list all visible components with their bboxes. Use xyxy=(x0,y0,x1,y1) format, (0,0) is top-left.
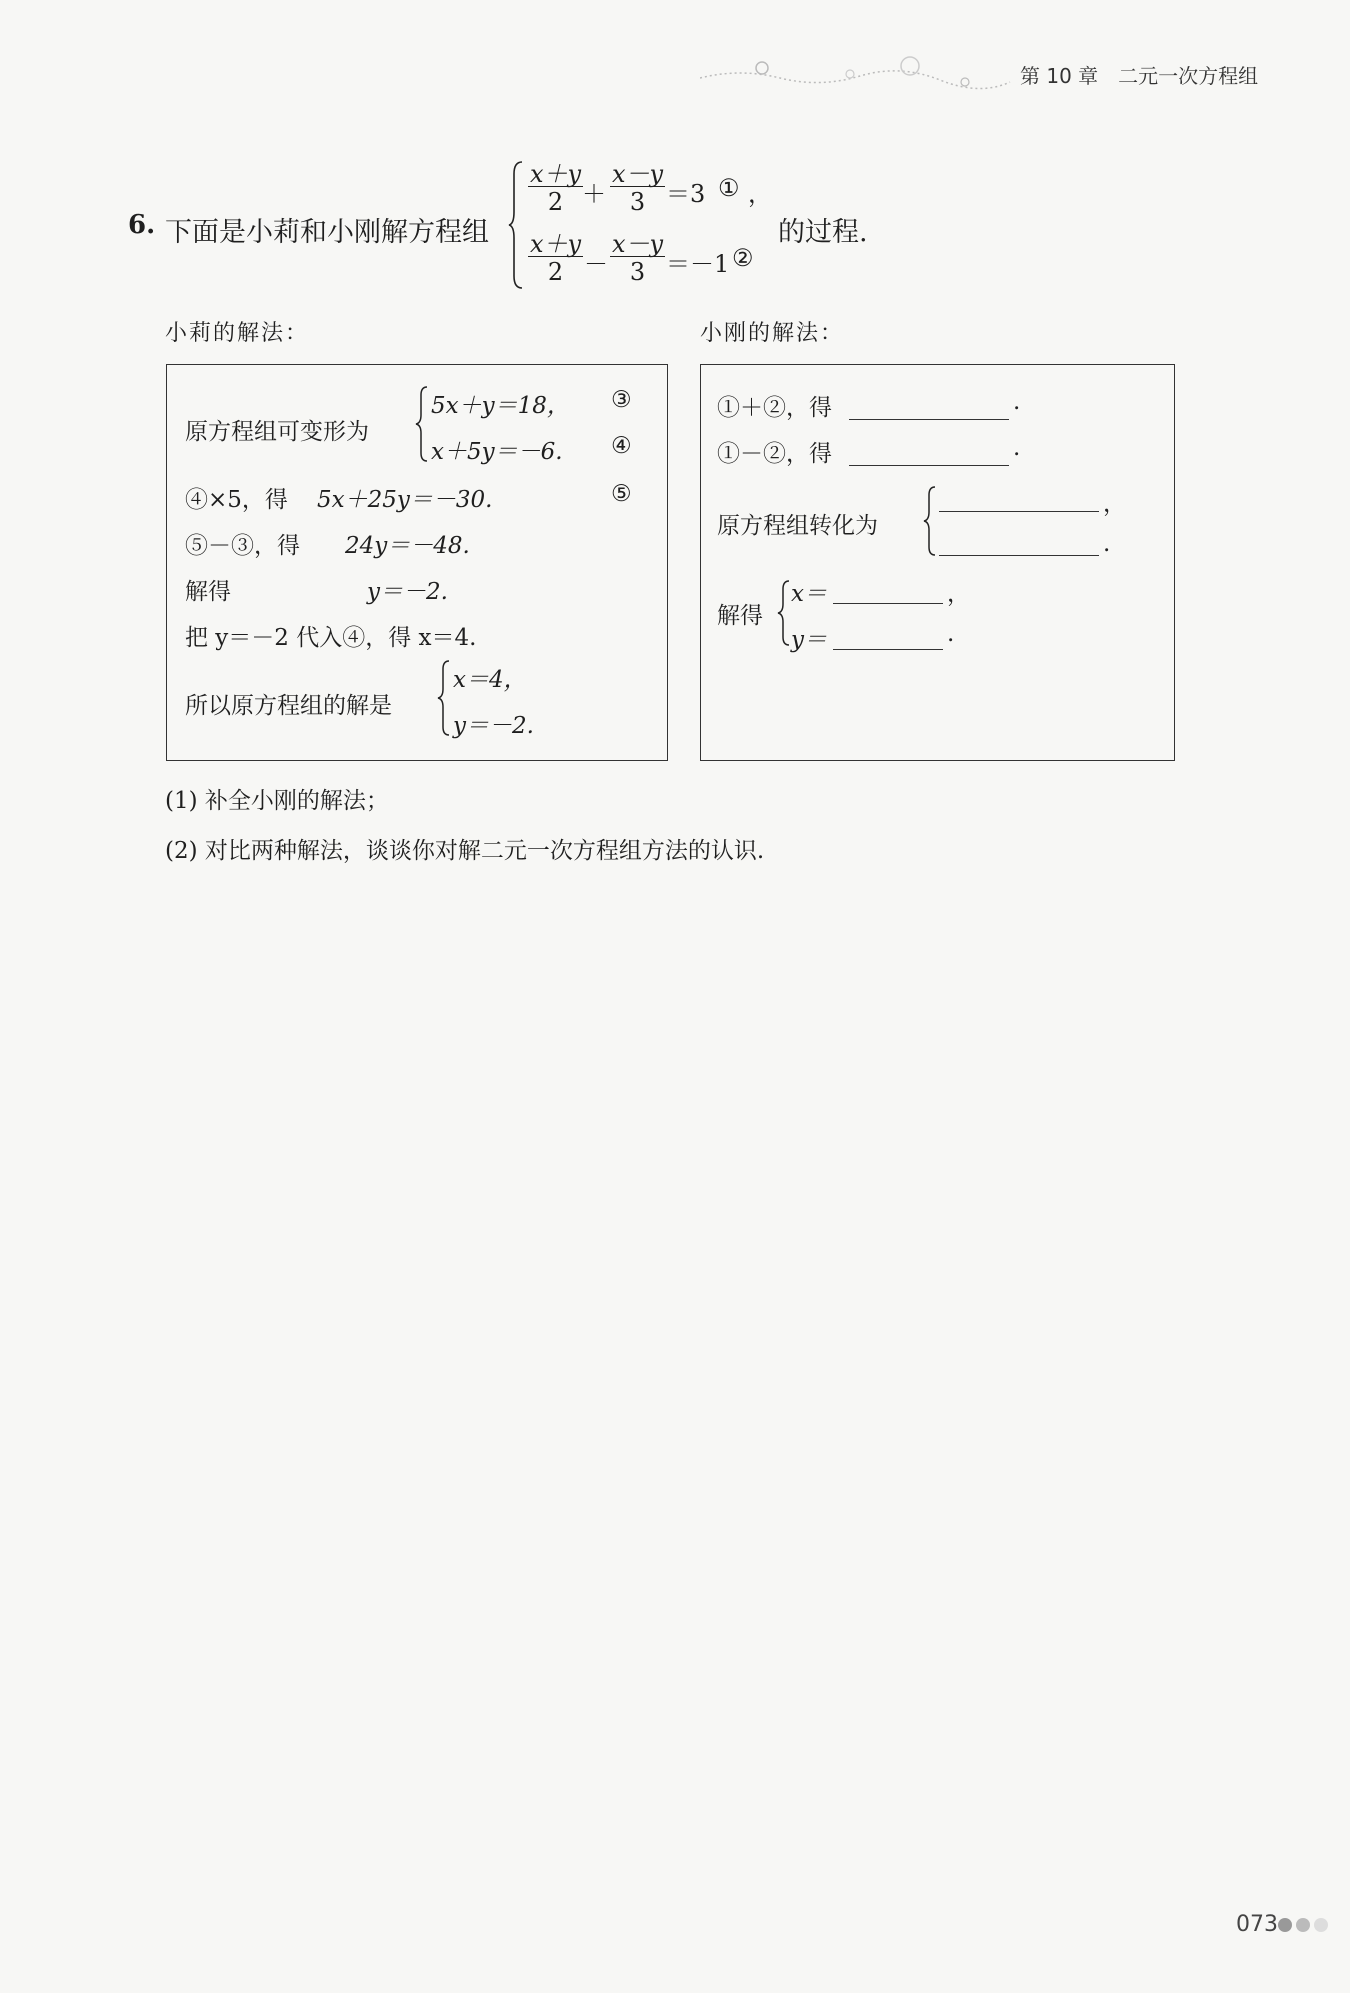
page-number: 073 xyxy=(1236,1912,1278,1937)
xiaoli-sys-mark1: ③ xyxy=(611,387,632,413)
xiaoli-sys-eq1: 5x＋y＝18， xyxy=(431,393,570,419)
question-tail: 的过程. xyxy=(778,217,868,248)
left-brace xyxy=(508,160,526,290)
header-decoration xyxy=(700,56,1020,92)
xiaoli-step4: 把 y＝－2 代入④，得 x＝4. xyxy=(185,625,477,651)
page-dot-3 xyxy=(1314,1918,1328,1932)
xiaoli-step1-mark: ⑤ xyxy=(611,481,632,507)
eq1-operator: ＋ xyxy=(582,180,606,208)
xiaoli-transform-prefix: 原方程组可变形为 xyxy=(185,419,369,445)
xiaogang-transform-period: . xyxy=(1103,531,1111,557)
xiaoli-step2-eq: 24y＝－48. xyxy=(345,533,470,559)
xiaoli-sys-mark2: ④ xyxy=(611,433,632,459)
xiaogang-y-period: . xyxy=(947,621,955,647)
xiaogang-solution-box xyxy=(700,364,1175,761)
eq2-numerator-2: x－y xyxy=(612,230,664,258)
eq1-denominator-1: 2 xyxy=(547,188,564,216)
eq2-fraction-2 xyxy=(610,232,665,284)
eq1-mark: ① xyxy=(718,174,740,202)
xiaoli-step1-prefix: ④×5，得 xyxy=(185,487,288,513)
chapter-header xyxy=(1020,60,1278,89)
subquestion-2: (2) 对比两种解法，谈谈你对解二元一次方程组方法的认识. xyxy=(165,838,765,864)
xiaogang-x-label: x＝ xyxy=(791,581,827,607)
xiaogang-step2-period: . xyxy=(1013,435,1021,461)
xiaogang-y-blank[interactable] xyxy=(833,649,943,650)
xiaogang-step1-period: . xyxy=(1013,389,1021,415)
xiaogang-step1: ①＋②，得 xyxy=(717,395,832,421)
xiaogang-brace-1 xyxy=(923,485,937,557)
eq2-operator: － xyxy=(584,250,608,278)
xiaogang-x-comma: ， xyxy=(947,581,970,607)
xiaogang-transform-comma: ， xyxy=(1103,491,1126,517)
eq1-numerator-1: x＋y xyxy=(530,160,582,188)
eq2-denominator-2: 3 xyxy=(629,258,646,286)
xiaogang-step1-blank[interactable] xyxy=(849,419,1009,420)
xiaogang-x-blank[interactable] xyxy=(833,603,943,604)
eq1-denominator-2: 3 xyxy=(629,188,646,216)
eq2-rhs: ＝－1 xyxy=(666,250,730,278)
xiaoli-label: 小莉的解法： xyxy=(165,321,310,346)
eq1-rhs: ＝3 xyxy=(666,180,706,208)
xiaoli-step2-prefix: ⑤－③，得 xyxy=(185,533,300,559)
xiaoli-step3-prefix: 解得 xyxy=(185,579,231,605)
equation-system xyxy=(508,160,788,295)
xiaoli-step3-eq: y＝－2. xyxy=(367,579,448,605)
eq2-numerator-1: x＋y xyxy=(530,230,582,258)
eq1-end: ， xyxy=(748,180,772,208)
eq2-fraction-1 xyxy=(528,232,583,284)
xiaogang-transform-blank-1[interactable] xyxy=(939,511,1099,512)
eq1-fraction-2 xyxy=(610,162,665,214)
xiaogang-label: 小刚的解法： xyxy=(700,321,845,346)
xiaoli-brace-1 xyxy=(415,385,429,463)
xiaoli-solution-box xyxy=(166,364,668,761)
chapter-title: 二元一次方程组 xyxy=(1118,64,1259,88)
page-dot-1 xyxy=(1278,1918,1292,1932)
eq2-denominator-1: 2 xyxy=(547,258,564,286)
xiaoli-sys-eq2: x＋5y＝－6. xyxy=(431,439,563,465)
xiaoli-result-eq2: y＝－2. xyxy=(453,713,534,739)
page-dot-2 xyxy=(1296,1918,1310,1932)
question-number: 6. xyxy=(128,210,156,240)
xiaoli-result-prefix: 所以原方程组的解是 xyxy=(185,693,392,719)
subquestion-1: (1) 补全小刚的解法； xyxy=(165,788,389,814)
eq1-numerator-2: x－y xyxy=(612,160,664,188)
eq2-mark: ② xyxy=(732,244,754,272)
xiaogang-brace-2 xyxy=(777,579,791,647)
xiaogang-step2-blank[interactable] xyxy=(849,465,1009,466)
xiaoli-brace-2 xyxy=(437,659,451,737)
xiaogang-y-label: y＝ xyxy=(791,627,827,653)
xiaoli-result-eq1: x＝4， xyxy=(453,667,527,693)
chapter-number: 第 10 章 xyxy=(1020,64,1099,88)
xiaogang-transform-prefix: 原方程组转化为 xyxy=(717,513,878,539)
xiaogang-transform-blank-2[interactable] xyxy=(939,555,1099,556)
question-text: 下面是小莉和小刚解方程组 xyxy=(165,217,489,248)
xiaoli-step1-eq: 5x＋25y＝－30. xyxy=(317,487,493,513)
eq1-fraction-1 xyxy=(528,162,583,214)
xiaogang-solve-prefix: 解得 xyxy=(717,603,763,629)
xiaogang-step2: ①－②，得 xyxy=(717,441,832,467)
